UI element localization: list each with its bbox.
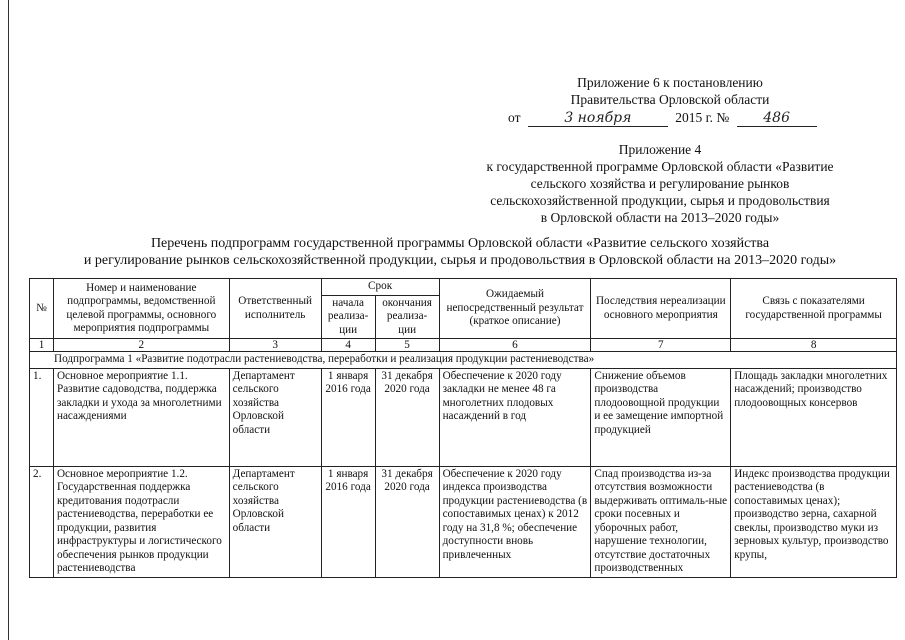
appendix4-line1: к государственной программе Орловской области «Развитие xyxy=(486,159,834,174)
appendix4-block xyxy=(445,141,875,226)
row-link: Площадь закладки многолетних насаждений; производство плодоовощных консервов xyxy=(731,368,897,466)
column-number: 2 xyxy=(53,339,229,352)
row-result: Обеспечение к 2020 году закладки не менее 48 га многолетних плодовых насаждений в год xyxy=(439,368,591,466)
subprogram-row xyxy=(30,352,897,369)
column-number: 7 xyxy=(591,339,731,352)
table-row xyxy=(30,466,897,577)
appendix6-line1: Приложение 6 к постановлению xyxy=(577,75,763,90)
sign-year: 2015 г. № xyxy=(675,110,730,125)
column-number: 4 xyxy=(321,339,375,352)
row-end: 31 декабря 2020 года xyxy=(375,466,439,577)
row-consequences: Спад производства из-за отсутствия возможности выдерживать оптималь-ные сроки посевных и уборочных работ, нарушение технологии, отсутствие достаточных производственных xyxy=(591,466,731,577)
header-num: № xyxy=(30,279,54,339)
header-row-1 xyxy=(30,279,897,296)
column-number: 1 xyxy=(30,339,54,352)
subprograms-table xyxy=(29,278,897,578)
row-start: 1 января 2016 года xyxy=(321,466,375,577)
row-num: 1. xyxy=(30,368,54,466)
column-number-row xyxy=(30,339,897,352)
row-consequences: Снижение объемов производства плодоовощной продукции и ее замещение импортной продукцией xyxy=(591,368,731,466)
sign-number-handwritten: 486 xyxy=(763,110,790,126)
header-result: Ожидаемый непосредственный результат (краткое описание) xyxy=(439,279,591,339)
signature-line xyxy=(508,110,817,127)
appendix6-block xyxy=(500,74,840,108)
appendix4-line4: в Орловской области на 2013–2020 годы» xyxy=(540,210,780,225)
row-link: Индекс производства продукции растениеводства (в сопоставимых ценах); производство зерна, сахарной свеклы, производство муки из зерновых культур, производство крупы, xyxy=(731,466,897,577)
sign-date-handwritten: 3 ноября xyxy=(564,110,632,126)
document-title xyxy=(20,235,900,269)
subprogram-title: Подпрограмма 1 «Развитие подотрасли растениеводства, переработки и реализация продукции растениеводства» xyxy=(30,352,897,369)
row-executor: Департамент сельского хозяйства Орловской области xyxy=(229,466,321,577)
row-start: 1 января 2016 года xyxy=(321,368,375,466)
column-number: 6 xyxy=(439,339,591,352)
appendix4-line3: сельскохозяйственной продукции, сырья и продовольствия xyxy=(490,193,830,208)
header-name: Номер и наименование подпрограммы, ведомственной целевой программы, основного мероприятия подпрограммы xyxy=(53,279,229,339)
title-line2: и регулирование рынков сельскохозяйственной продукции, сырья и продовольствия в Орловской области на 2013–2020 годы» xyxy=(83,253,837,268)
column-number: 3 xyxy=(229,339,321,352)
title-line1: Перечень подпрограмм государственной программы Орловской области «Развитие сельского хозяйства xyxy=(150,236,770,251)
table-row xyxy=(30,368,897,466)
page-edge-line xyxy=(8,0,9,640)
row-num: 2. xyxy=(30,466,54,577)
appendix4-line2: сельского хозяйства и регулирование рынков xyxy=(530,176,790,191)
header-end: окончания реализа-ции xyxy=(375,295,439,339)
column-number: 8 xyxy=(731,339,897,352)
row-end: 31 декабря 2020 года xyxy=(375,368,439,466)
sign-number-field xyxy=(737,110,817,127)
sign-from: от xyxy=(508,110,521,125)
header-start: начала реализа-ции xyxy=(321,295,375,339)
column-number: 5 xyxy=(375,339,439,352)
header-consequences: Последствия нереализации основного мероприятия xyxy=(591,279,731,339)
row-name: Основное мероприятие 1.2. Государственная поддержка кредитования подотрасли растениеводства, переработки ее продукции, развития инфраструктуры и логистического обеспечения рынков продукции растениеводства xyxy=(53,466,229,577)
row-name: Основное мероприятие 1.1. Развитие садоводства, поддержка закладки и ухода за многолетними насаждениями xyxy=(53,368,229,466)
appendix6-line2: Правительства Орловской области xyxy=(570,92,770,107)
appendix4-title: Приложение 4 xyxy=(618,142,702,157)
row-result: Обеспечение к 2020 году индекса производства продукции растениеводства (в сопоставимых ценах) к 2012 году на 31,8 %; обеспечение доступности вновь привлеченных xyxy=(439,466,591,577)
header-link: Связь с показателями государственной программы xyxy=(731,279,897,339)
header-term: Срок xyxy=(321,279,439,296)
sign-date-field xyxy=(528,110,668,127)
header-executor: Ответственный исполнитель xyxy=(229,279,321,339)
row-executor: Департамент сельского хозяйства Орловской области xyxy=(229,368,321,466)
